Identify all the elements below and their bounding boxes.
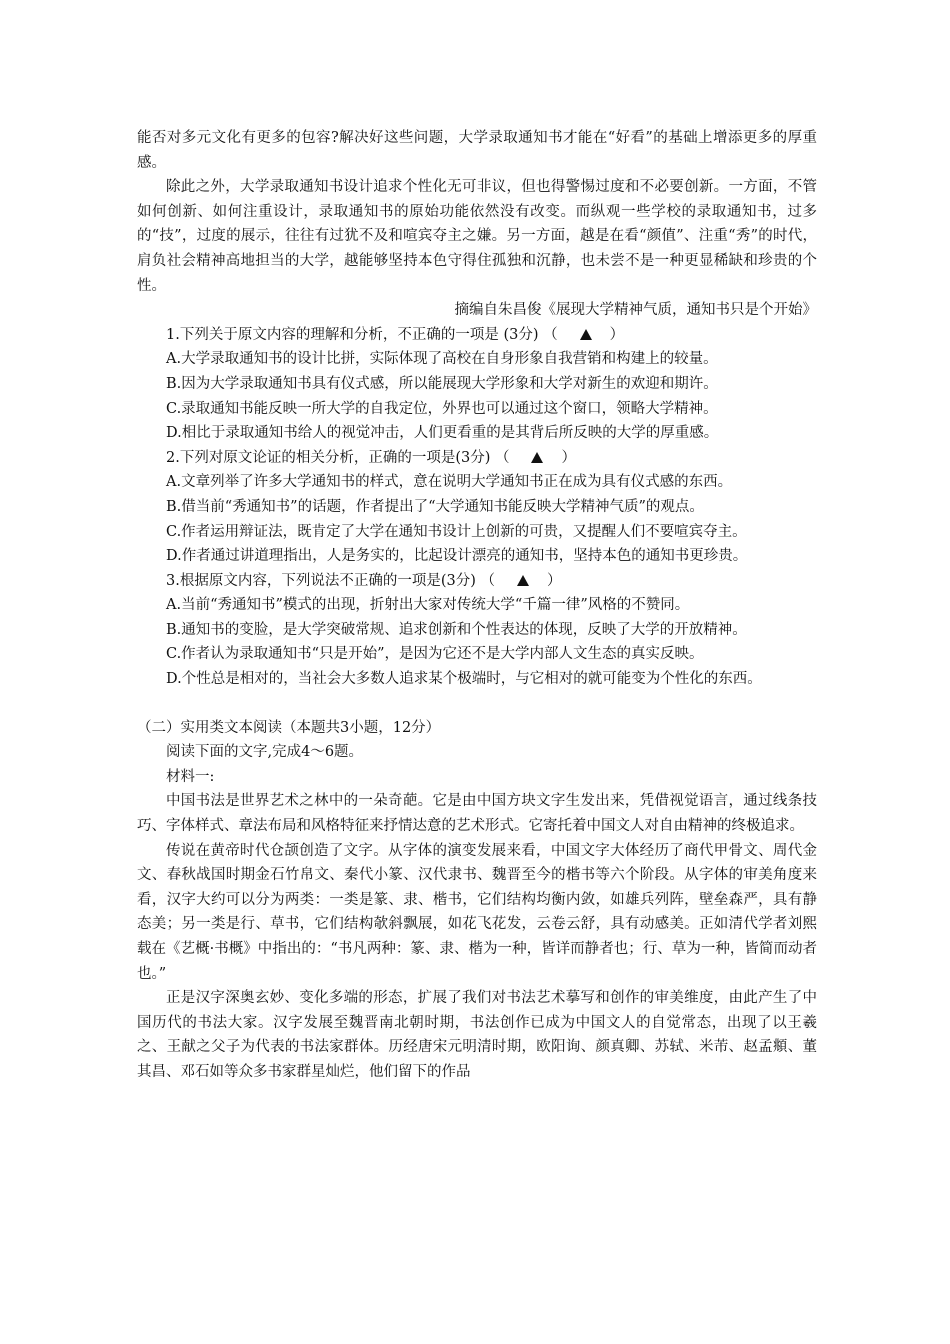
question-3 [137, 569, 817, 692]
question-2 [137, 446, 817, 569]
material-paragraph-3: 正是汉字深奥玄妙、变化多端的形态，扩展了我们对书法艺术摹写和创作的审美维度，由此产生了中国历代的书法大家。汉字发展至魏晋南北朝时期，书法创作已成为中国文人的自觉常态，出现了以王羲之、王献之父子为代表的书法家群体。历经唐宋元明清时期，欧阳询、颜真卿、苏轼、米芾、赵孟頫、董其昌、邓石如等众多书家群星灿烂，他们留下的作品 [137, 990, 817, 1080]
option-b: B.借当前“秀通知书”的话题，作者提出了“大学通知书能反映大学精神气质”的观点。 [166, 498, 704, 515]
material-paragraph-1: 中国书法是世界艺术之林中的一朵奇葩。它是由中国方块文字生发出来，凭借视觉语言，通过线条技巧、字体样式、章法布局和风格特征来抒情达意的艺术形式。它寄托着中国文人对自由精神的终极追求。 [137, 793, 817, 835]
option-d: D.相比于录取通知书给人的视觉冲击，人们更看重的是其背后所反映的大学的厚重感。 [166, 425, 719, 442]
answer-blank-triangle-icon [580, 329, 592, 340]
option-a: A.大学录取通知书的设计比拼，实际体现了高校在自身形象自我营销和构建上的较量。 [166, 351, 718, 368]
option-c: C.作者认为录取通知书“只是开始”，是因为它还不是大学内部人文生态的真实反映。 [166, 646, 704, 663]
question-stem: 1.下列关于原文内容的理解和分析，不正确的一项是 (3分) （ ） [166, 326, 625, 343]
option-a: A.当前“秀通知书”模式的出现，折射出大家对传统大学“千篇一律”风格的不赞同。 [166, 597, 690, 614]
material-paragraph-2: 传说在黄帝时代仓颉创造了文字。从字体的演变发展来看，中国文字大体经历了商代甲骨文、周代金文、春秋战国时期金石竹帛文、秦代小篆、汉代隶书、魏晋至今的楷书等六个阶段。从字体的审美角度来看，汉字大约可以分为两类：一类是篆、隶、楷书，它们结构均衡内敛，如雄兵列阵，壁垒森严，具有静态美；另一类是行、草书，它们结构欹斜飘展，如花飞花发，云卷云舒，具有动感美。正如清代学者刘熙载在《艺概·书概》中指出的：“书凡两种：篆、隶、楷为一种，皆详而静者也；行、草为一种，皆简而动者也。” [137, 842, 817, 982]
exam-page [137, 126, 817, 1085]
option-c: C.作者运用辩证法，既肯定了大学在通知书设计上创新的可贵，又提醒人们不要喧宾夺主。 [166, 523, 747, 540]
option-d: D.作者通过讲道理指出，人是务实的，比起设计漂亮的通知书，坚持本色的通知书更珍贵。 [166, 548, 748, 565]
option-b: B.因为大学录取通知书具有仪式感，所以能展现大学形象和大学对新生的欢迎和期许。 [166, 375, 718, 392]
material-label: 材料一: [166, 768, 215, 785]
instruction: 阅读下面的文字,完成4～6题。 [166, 744, 364, 761]
section-heading: （二）实用类文本阅读（本题共3小题，12分） [137, 719, 441, 736]
option-c: C.录取通知书能反映一所大学的自我定位，外界也可以通过这个窗口，领略大学精神。 [166, 400, 718, 417]
option-d: D.个性总是相对的，当社会大多数人追求某个极端时，与它相对的就可能变为个性化的东西。 [166, 671, 762, 688]
answer-blank-triangle-icon [531, 452, 543, 463]
answer-blank-triangle-icon [517, 575, 529, 586]
option-b: B.通知书的变脸，是大学突破常规、追求创新和个性表达的体现，反映了大学的开放精神。 [166, 621, 747, 638]
option-a: A.文章列举了许多大学通知书的样式，意在说明大学通知书正在成为具有仪式感的东西。 [166, 474, 733, 491]
paragraph-continued: 能否对多元文化有更多的包容?解决好这些问题，大学录取通知书才能在“好看”的基础上增添更多的厚重感。 [137, 130, 817, 171]
source-citation: 摘编自朱昌俊《展现大学精神气质，通知书只是个开始》 [454, 302, 817, 319]
question-1 [137, 323, 817, 446]
question-stem: 2.下列对原文论证的相关分析，正确的一项是(3分) （ ） [166, 449, 576, 466]
question-stem: 3.根据原文内容，下列说法不正确的一项是(3分) （ ） [166, 572, 562, 589]
paragraph-argument: 除此之外，大学录取通知书设计追求个性化无可非议，但也得警惕过度和不必要创新。一方面，不管如何创新、如何注重设计，录取通知书的原始功能依然没有改变。而纵观一些学校的录取通知书，过多的“技”，过度的展示，往往有过犹不及和喧宾夺主之嫌。另一方面，越是在看“颜值”、注重“秀”的时代，肩负社会精神高地担当的大学，越能够坚持本色守得住孤独和沉静，也未尝不是一种更显稀缺和珍贵的个性。 [137, 179, 817, 294]
